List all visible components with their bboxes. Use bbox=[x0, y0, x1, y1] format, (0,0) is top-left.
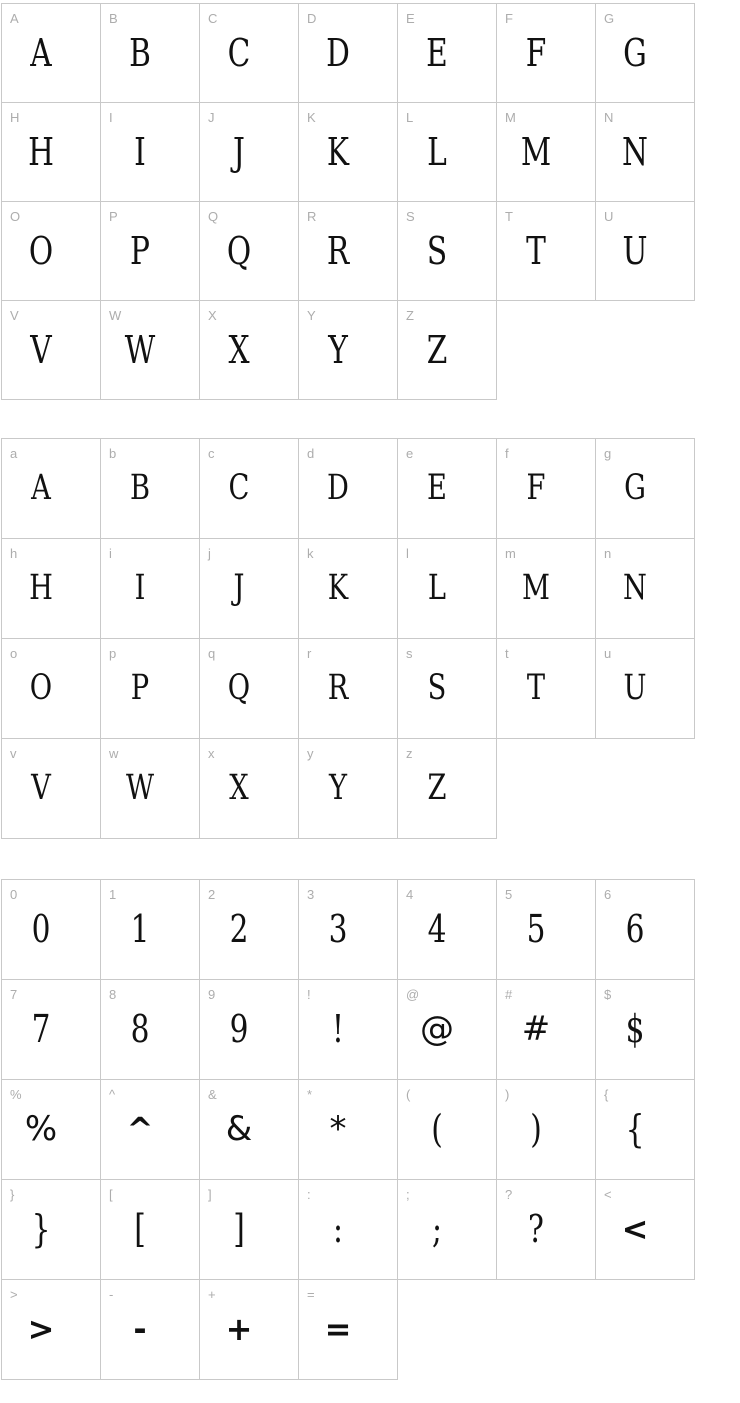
glyph-preview: P bbox=[130, 229, 150, 273]
glyph-preview: X bbox=[228, 328, 250, 372]
glyph-preview: > bbox=[27, 1310, 55, 1348]
glyph-preview: * bbox=[329, 1109, 347, 1149]
glyph-grid-row bbox=[1, 1279, 740, 1380]
glyph-cell bbox=[100, 979, 200, 1080]
glyph-preview: @ bbox=[420, 1009, 454, 1049]
glyph-grid-row bbox=[1, 979, 740, 1080]
glyph-cell bbox=[397, 300, 497, 400]
glyph-cell-label: ) bbox=[505, 1087, 510, 1102]
glyph-cell bbox=[1, 538, 101, 639]
glyph-preview: [ bbox=[134, 1207, 146, 1251]
glyph-preview: L bbox=[427, 568, 447, 608]
glyph-cell-label: [ bbox=[109, 1187, 113, 1202]
glyph-cell bbox=[298, 638, 398, 739]
glyph-cell bbox=[1, 201, 101, 301]
glyph-cell-label: 9 bbox=[208, 987, 216, 1002]
glyph-grid-row bbox=[1, 1079, 740, 1180]
glyph-preview: X bbox=[229, 768, 249, 808]
glyph-cell bbox=[298, 1179, 398, 1280]
glyph-cell-label: w bbox=[109, 746, 119, 761]
glyph-preview: Y bbox=[328, 768, 348, 808]
glyph-cell-label: c bbox=[208, 446, 215, 461]
glyph-cell bbox=[298, 979, 398, 1080]
glyph-preview: W bbox=[125, 768, 155, 808]
glyph-cell bbox=[1, 300, 101, 400]
glyph-cell-label: k bbox=[307, 546, 314, 561]
glyph-cell-label: > bbox=[10, 1287, 18, 1302]
glyph-cell bbox=[100, 1079, 200, 1180]
glyph-cell bbox=[199, 201, 299, 301]
glyph-cell bbox=[199, 879, 299, 980]
glyph-cell-label: j bbox=[208, 546, 211, 561]
glyph-cell-label: ? bbox=[505, 1187, 513, 1202]
glyph-cell bbox=[100, 1179, 200, 1280]
glyph-preview: 9 bbox=[229, 1007, 249, 1051]
glyph-cell bbox=[298, 300, 398, 400]
glyph-cell-label: t bbox=[505, 646, 509, 661]
glyph-preview: < bbox=[621, 1210, 649, 1248]
glyph-preview: + bbox=[225, 1310, 253, 1348]
glyph-cell bbox=[100, 1279, 200, 1380]
glyph-cell bbox=[397, 879, 497, 980]
glyph-cell-label: r bbox=[307, 646, 312, 661]
glyph-preview: : bbox=[333, 1207, 343, 1251]
glyph-cell bbox=[496, 638, 596, 739]
glyph-preview: M bbox=[522, 568, 550, 608]
glyph-cell bbox=[496, 879, 596, 980]
glyph-cell-label: 4 bbox=[406, 887, 414, 902]
glyph-preview: A bbox=[31, 468, 51, 508]
glyph-cell bbox=[1, 638, 101, 739]
glyph-cell bbox=[199, 738, 299, 839]
glyph-cell-label: y bbox=[307, 746, 314, 761]
glyph-cell bbox=[298, 102, 398, 202]
glyph-cell bbox=[298, 879, 398, 980]
glyph-cell bbox=[397, 538, 497, 639]
glyph-cell bbox=[397, 438, 497, 539]
glyph-preview: O bbox=[28, 229, 54, 273]
glyph-preview: C bbox=[227, 31, 251, 75]
glyph-preview: G bbox=[623, 31, 647, 75]
glyph-cell-label: s bbox=[406, 646, 413, 661]
glyph-cell-label: 6 bbox=[604, 887, 612, 902]
glyph-cell bbox=[1, 979, 101, 1080]
glyph-preview: Z bbox=[426, 328, 448, 372]
glyph-cell bbox=[298, 738, 398, 839]
glyph-cell-label: G bbox=[604, 11, 615, 26]
glyph-cell-label: S bbox=[406, 209, 415, 224]
glyph-cell bbox=[100, 638, 200, 739]
glyph-cell-label: ( bbox=[406, 1087, 411, 1102]
glyph-cell bbox=[199, 1079, 299, 1180]
glyph-cell bbox=[199, 102, 299, 202]
glyph-preview: 8 bbox=[130, 1007, 150, 1051]
glyph-preview: H bbox=[29, 568, 53, 608]
glyph-cell-label: J bbox=[208, 110, 215, 125]
glyph-preview: { bbox=[625, 1107, 645, 1151]
glyph-cell-label: M bbox=[505, 110, 516, 125]
glyph-cell-label: Q bbox=[208, 209, 219, 224]
glyph-cell-label: h bbox=[10, 546, 18, 561]
glyph-cell-label: Z bbox=[406, 308, 414, 323]
glyph-cell bbox=[298, 438, 398, 539]
glyph-preview: N bbox=[623, 568, 647, 608]
glyph-cell bbox=[397, 3, 497, 103]
glyph-cell-label: B bbox=[109, 11, 118, 26]
glyph-cell-label: R bbox=[307, 209, 317, 224]
glyph-preview: 1 bbox=[130, 907, 150, 951]
glyph-preview: G bbox=[624, 468, 646, 508]
glyph-preview: B bbox=[129, 468, 151, 508]
glyph-cell-label: L bbox=[406, 110, 414, 125]
glyph-cell bbox=[199, 638, 299, 739]
glyph-cell bbox=[100, 102, 200, 202]
glyph-cell bbox=[397, 638, 497, 739]
glyph-cell bbox=[100, 738, 200, 839]
glyph-preview: Y bbox=[328, 328, 348, 372]
glyph-cell bbox=[298, 538, 398, 639]
glyph-preview: ? bbox=[528, 1207, 544, 1251]
glyph-cell-label: i bbox=[109, 546, 112, 561]
glyph-grid-row bbox=[1, 638, 740, 739]
glyph-cell-label: m bbox=[505, 546, 516, 561]
glyph-preview: P bbox=[130, 668, 150, 708]
glyph-cell-label: q bbox=[208, 646, 216, 661]
glyph-cell-label: = bbox=[307, 1287, 315, 1302]
glyph-cell-label: } bbox=[10, 1187, 15, 1202]
glyph-cell-label: $ bbox=[604, 987, 612, 1002]
glyph-preview: D bbox=[327, 468, 349, 508]
glyph-cell-label: H bbox=[10, 110, 20, 125]
glyph-preview: Q bbox=[226, 229, 252, 273]
glyph-cell bbox=[496, 979, 596, 1080]
glyph-cell-label: * bbox=[307, 1087, 313, 1102]
glyph-cell-label: l bbox=[406, 546, 409, 561]
glyph-preview: 2 bbox=[229, 907, 249, 951]
glyph-cell-label: X bbox=[208, 308, 217, 323]
glyph-cell-label: 5 bbox=[505, 887, 513, 902]
glyph-cell bbox=[100, 201, 200, 301]
glyph-preview: % bbox=[24, 1109, 58, 1149]
glyph-preview: J bbox=[233, 568, 245, 608]
glyph-preview: 0 bbox=[31, 907, 51, 951]
glyph-cell bbox=[595, 102, 695, 202]
glyph-cell-label: z bbox=[406, 746, 413, 761]
glyph-cell-label: { bbox=[604, 1087, 609, 1102]
glyph-preview: E bbox=[426, 31, 448, 75]
glyph-preview: K bbox=[326, 130, 350, 174]
glyph-cell-label: N bbox=[604, 110, 614, 125]
glyph-preview: U bbox=[623, 668, 647, 708]
glyph-cell bbox=[298, 3, 398, 103]
glyph-preview: W bbox=[124, 328, 156, 372]
glyph-cell-label: ; bbox=[406, 1187, 410, 1202]
glyph-preview: K bbox=[327, 568, 349, 608]
glyph-cell-label: 2 bbox=[208, 887, 216, 902]
glyph-cell bbox=[1, 102, 101, 202]
glyph-preview: C bbox=[228, 468, 250, 508]
glyph-cell-label: ] bbox=[208, 1187, 212, 1202]
glyph-cell bbox=[496, 201, 596, 301]
glyph-cell-label: T bbox=[505, 209, 513, 224]
glyph-cell bbox=[199, 438, 299, 539]
glyph-preview: U bbox=[622, 229, 648, 273]
glyph-grid-row bbox=[1, 102, 740, 202]
glyph-cell bbox=[298, 201, 398, 301]
glyph-cell bbox=[397, 102, 497, 202]
glyph-cell bbox=[1, 879, 101, 980]
glyph-cell-label: 0 bbox=[10, 887, 18, 902]
glyph-cell bbox=[199, 3, 299, 103]
glyph-cell-label: @ bbox=[406, 987, 420, 1002]
glyph-cell bbox=[496, 1179, 596, 1280]
glyph-cell-label: F bbox=[505, 11, 513, 26]
glyph-preview: R bbox=[326, 229, 350, 273]
glyph-cell-label: - bbox=[109, 1287, 114, 1302]
glyph-grid-row bbox=[1, 538, 740, 639]
glyph-preview: ; bbox=[432, 1207, 442, 1251]
glyph-cell-label: 7 bbox=[10, 987, 18, 1002]
glyph-grid-row bbox=[1, 1179, 740, 1280]
glyph-grid-row bbox=[1, 738, 740, 839]
glyph-preview: - bbox=[133, 1310, 147, 1348]
glyph-preview: $ bbox=[625, 1007, 645, 1051]
glyph-cell bbox=[397, 201, 497, 301]
glyph-preview: ! bbox=[332, 1007, 344, 1051]
glyph-preview: B bbox=[129, 31, 151, 75]
glyph-cell bbox=[397, 1179, 497, 1280]
glyph-preview: & bbox=[225, 1109, 253, 1149]
glyph-cell-label: A bbox=[10, 11, 19, 26]
glyph-preview: = bbox=[324, 1310, 352, 1348]
glyph-preview: # bbox=[521, 1009, 551, 1049]
glyph-cell bbox=[199, 538, 299, 639]
glyph-cell-label: & bbox=[208, 1087, 217, 1102]
glyph-cell bbox=[496, 3, 596, 103]
glyph-cell-label: e bbox=[406, 446, 414, 461]
glyph-preview: V bbox=[30, 328, 52, 372]
glyph-cell-label: I bbox=[109, 110, 113, 125]
glyph-cell bbox=[1, 438, 101, 539]
digits-symbols-glyph-grid bbox=[1, 879, 740, 1380]
glyph-preview: T bbox=[526, 668, 546, 708]
glyph-preview: F bbox=[526, 468, 546, 508]
glyph-cell bbox=[100, 879, 200, 980]
glyph-cell bbox=[199, 1179, 299, 1280]
glyph-grid-row bbox=[1, 201, 740, 301]
glyph-cell bbox=[100, 3, 200, 103]
glyph-cell bbox=[1, 1079, 101, 1180]
glyph-grid-row bbox=[1, 3, 740, 103]
glyph-cell bbox=[595, 638, 695, 739]
glyph-cell-label: V bbox=[10, 308, 19, 323]
glyph-cell bbox=[100, 538, 200, 639]
glyph-cell-label: o bbox=[10, 646, 18, 661]
glyph-cell-label: u bbox=[604, 646, 612, 661]
glyph-cell-label: K bbox=[307, 110, 316, 125]
glyph-cell-label: 1 bbox=[109, 887, 117, 902]
glyph-cell-label: C bbox=[208, 11, 218, 26]
glyph-cell bbox=[199, 1279, 299, 1380]
glyph-cell-label: < bbox=[604, 1187, 612, 1202]
glyph-cell-label: : bbox=[307, 1187, 311, 1202]
glyph-cell-label: Y bbox=[307, 308, 316, 323]
glyph-cell bbox=[595, 538, 695, 639]
glyph-cell-label: + bbox=[208, 1287, 216, 1302]
glyph-cell bbox=[1, 738, 101, 839]
font-glyph-map-page bbox=[0, 3, 740, 1380]
glyph-cell-label: p bbox=[109, 646, 117, 661]
glyph-preview: L bbox=[427, 130, 447, 174]
glyph-preview: 4 bbox=[427, 907, 447, 951]
glyph-cell bbox=[397, 979, 497, 1080]
glyph-cell-label: b bbox=[109, 446, 117, 461]
glyph-cell bbox=[595, 1179, 695, 1280]
glyph-preview: Z bbox=[427, 768, 447, 808]
glyph-cell-label: ! bbox=[307, 987, 311, 1002]
glyph-preview: Q bbox=[227, 668, 251, 708]
glyph-cell-label: O bbox=[10, 209, 21, 224]
glyph-cell bbox=[595, 879, 695, 980]
glyph-cell-label: # bbox=[505, 987, 513, 1002]
glyph-preview: ) bbox=[530, 1107, 542, 1151]
glyph-preview: 3 bbox=[328, 907, 348, 951]
glyph-preview: O bbox=[29, 668, 53, 708]
glyph-cell bbox=[595, 1079, 695, 1180]
glyph-grid-row bbox=[1, 879, 740, 980]
glyph-preview: A bbox=[30, 31, 52, 75]
glyph-cell bbox=[496, 102, 596, 202]
glyph-cell bbox=[496, 438, 596, 539]
glyph-cell-label: d bbox=[307, 446, 315, 461]
glyph-cell bbox=[397, 1079, 497, 1180]
glyph-cell bbox=[298, 1079, 398, 1180]
glyph-cell-label: n bbox=[604, 546, 612, 561]
glyph-cell-label: U bbox=[604, 209, 614, 224]
glyph-preview: M bbox=[520, 130, 552, 174]
glyph-cell bbox=[100, 438, 200, 539]
glyph-cell-label: W bbox=[109, 308, 122, 323]
glyph-cell-label: g bbox=[604, 446, 612, 461]
glyph-preview: F bbox=[525, 31, 547, 75]
glyph-preview: 6 bbox=[625, 907, 645, 951]
glyph-cell-label: % bbox=[10, 1087, 22, 1102]
lowercase-glyph-grid bbox=[1, 438, 740, 839]
glyph-cell bbox=[496, 538, 596, 639]
glyph-cell bbox=[199, 979, 299, 1080]
glyph-preview: ^ bbox=[126, 1110, 154, 1148]
glyph-preview: J bbox=[233, 130, 245, 174]
glyph-cell-label: x bbox=[208, 746, 215, 761]
glyph-preview: N bbox=[622, 130, 648, 174]
glyph-cell bbox=[595, 979, 695, 1080]
glyph-preview: 5 bbox=[526, 907, 546, 951]
uppercase-glyph-grid bbox=[1, 3, 740, 400]
glyph-cell bbox=[397, 738, 497, 839]
glyph-cell-label: f bbox=[505, 446, 509, 461]
glyph-cell bbox=[100, 300, 200, 400]
glyph-preview: S bbox=[426, 229, 448, 273]
glyph-cell-label: 8 bbox=[109, 987, 117, 1002]
glyph-cell bbox=[298, 1279, 398, 1380]
glyph-preview: E bbox=[427, 468, 447, 508]
glyph-cell-label: 3 bbox=[307, 887, 315, 902]
glyph-cell-label: D bbox=[307, 11, 317, 26]
glyph-cell bbox=[199, 300, 299, 400]
glyph-cell bbox=[595, 201, 695, 301]
glyph-cell-label: a bbox=[10, 446, 18, 461]
glyph-preview: ( bbox=[431, 1107, 443, 1151]
glyph-preview: V bbox=[31, 768, 51, 808]
glyph-grid-row bbox=[1, 438, 740, 539]
glyph-cell-label: P bbox=[109, 209, 118, 224]
glyph-cell bbox=[1, 1179, 101, 1280]
glyph-preview: I bbox=[134, 130, 146, 174]
glyph-cell bbox=[595, 3, 695, 103]
glyph-preview: } bbox=[31, 1207, 51, 1251]
glyph-preview: 7 bbox=[31, 1007, 51, 1051]
glyph-preview: T bbox=[526, 229, 546, 273]
glyph-preview: ] bbox=[233, 1207, 245, 1251]
glyph-cell-label: E bbox=[406, 11, 415, 26]
glyph-cell bbox=[1, 1279, 101, 1380]
glyph-cell bbox=[496, 1079, 596, 1180]
glyph-preview: H bbox=[28, 130, 54, 174]
glyph-preview: I bbox=[134, 568, 146, 608]
glyph-cell bbox=[595, 438, 695, 539]
glyph-cell-label: v bbox=[10, 746, 17, 761]
glyph-preview: R bbox=[327, 668, 349, 708]
glyph-grid-row bbox=[1, 300, 740, 400]
glyph-cell bbox=[1, 3, 101, 103]
glyph-preview: S bbox=[427, 668, 447, 708]
glyph-cell-label: ^ bbox=[109, 1087, 116, 1102]
glyph-preview: D bbox=[326, 31, 350, 75]
